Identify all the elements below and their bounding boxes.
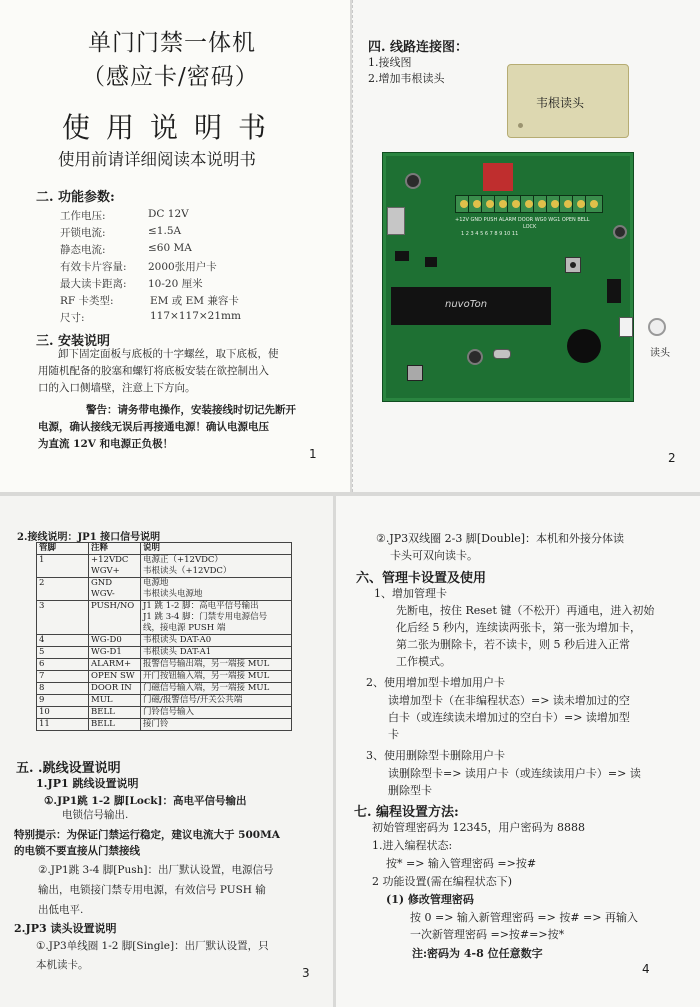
table-row: [37, 647, 292, 659]
manual-title-line3: 使用说明书: [62, 111, 283, 144]
param-label: 最大读卡距离:: [60, 278, 127, 290]
table-cell-note: BELL: [89, 719, 141, 731]
lock-silkscreen: LOCK: [523, 224, 537, 230]
table-row: [37, 707, 292, 719]
table-cell-pin: 5: [37, 647, 89, 659]
wiring-heading: 2.接线说明：JP1 接口信号说明: [17, 532, 161, 543]
circuit-board-image: [382, 152, 634, 402]
diagram-item-1: 1.接线图: [368, 56, 412, 69]
special-tip-line2: 的电锁不要直接从门禁接线: [14, 845, 140, 857]
connector-component: [387, 207, 405, 235]
jp3-item-1: [36, 937, 269, 975]
terminal-silkscreen: +12V GND PUSH ALARM DOOR WG0 WG1 OPEN BELL: [455, 217, 590, 223]
s7-intro: 初始管理密码为 12345，用户密码为 8888: [372, 821, 585, 834]
jp3-item-1-line: 本机读卡。: [36, 959, 89, 971]
table-cell-desc: J1 跳 1-2 脚：高电平信号输出 J1 跳 3-4 脚：门禁专用电源信号 线，接电源 PUSH 端: [141, 601, 292, 635]
jp3-item-2-line: 卡头可双向读卡。: [390, 549, 478, 562]
warning-line: 为直流 12V 和电源正负极！: [38, 438, 174, 450]
s6-item1-line: 化后经 5 秒内，连续读两张卡，第一张为增加卡，: [396, 621, 641, 634]
s6-item3-line: 读删除型卡=> 读用户卡（或连续读用户卡）=> 读: [388, 767, 641, 780]
table-cell-note: BELL: [89, 707, 141, 719]
table-cell-note: GND WGV-: [89, 578, 141, 601]
table-cell-pin: 3: [37, 601, 89, 635]
small-chip: [395, 251, 409, 261]
section-3-heading: 三. 安装说明: [36, 334, 111, 349]
special-tip-line1: 特别提示：为保证门禁运行稳定，建议电流大于 500MA: [14, 829, 280, 841]
table-body: [37, 555, 292, 731]
table-row: [37, 635, 292, 647]
jp1-item-1: ①.JP1跳 1-2 脚[Lock]：高电平信号输出: [44, 795, 247, 807]
install-line: 用随机配备的胶塞和螺钉将底板安装在欲控制出入: [38, 365, 269, 377]
param-value: ≤1.5A: [148, 225, 182, 237]
table-cell-note: +12VDC WGV+: [89, 555, 141, 578]
jp1-item-2-line: 出低电平.: [38, 904, 84, 916]
table-cell-pin: 4: [37, 635, 89, 647]
capacitor: [405, 173, 421, 189]
s6-item1-line: 工作模式。: [396, 655, 451, 668]
param-label: 工作电压:: [60, 210, 106, 222]
relay-component: [483, 163, 513, 191]
reset-button-component: [565, 257, 581, 273]
s6-item1-line: 先断电，按住 Reset 键（不松开）再通电，进入初始: [396, 604, 655, 617]
tamper-switch: [407, 365, 423, 381]
capacitor: [613, 225, 627, 239]
terminal-screw-head: [564, 200, 572, 208]
jp3-item-2-line: ②.JP3双线圈 2-3 脚[Double]：本机和外接分体读: [376, 532, 625, 545]
jp3-item-1-line: ①.JP3单线圈 1-2 脚[Single]：出厂默认设置，只: [36, 940, 269, 952]
s7-item1-line: 按* => 输入管理密码 =>按#: [386, 857, 537, 870]
table-cell-desc: 电源正（+12VDC） 韦根读头（+12VDC）: [141, 555, 292, 578]
s6-item2-line: 白卡（或连续读未增加过的空白卡）=> 读增加型: [388, 711, 630, 724]
header-pin: 管脚: [37, 543, 89, 555]
table-cell-pin: 9: [37, 695, 89, 707]
warning-text: [38, 402, 296, 453]
terminal-screw-head: [577, 200, 585, 208]
terminal-screw: [585, 195, 603, 213]
header-desc: 说明: [141, 543, 292, 555]
terminal-screw-head: [486, 200, 494, 208]
jp3-heading: 2.JP3 读头设置说明: [14, 922, 117, 935]
header-note: 注释: [89, 543, 141, 555]
table-row: [37, 695, 292, 707]
s6-item1-title: 1、增加管理卡: [374, 587, 447, 600]
table-row: [37, 683, 292, 695]
table-cell-desc: 门磁/报警信号/开关公共端: [141, 695, 292, 707]
warning-line: 警告：请务带电操作，安装接线时切记先断开: [86, 404, 296, 416]
param-value: DC 12V: [148, 208, 189, 220]
table-cell-desc: 韦根读头 DAT-A1: [141, 647, 292, 659]
param-row: [60, 208, 320, 225]
card-label: 韦根读头: [536, 96, 585, 110]
buzzer-component: [567, 329, 601, 363]
table-cell-desc: 门磁信号输入端，另一端接 MUL: [141, 683, 292, 695]
section-6-heading: 六、管理卡设置及使用: [356, 571, 487, 586]
param-value: 10-20 厘米: [148, 278, 203, 290]
table-cell-pin: 8: [37, 683, 89, 695]
param-row: [60, 310, 320, 327]
table-row: [37, 601, 292, 635]
param-row: [60, 293, 320, 310]
table-cell-pin: 2: [37, 578, 89, 601]
install-line: 口的入口侧墙壁，注意上下方向。: [38, 382, 196, 394]
page-number-3: 3: [302, 966, 310, 980]
s6-item2-line: 卡: [388, 728, 399, 741]
s6-item2-title: 2、使用增加型卡增加用户卡: [366, 676, 505, 689]
param-value: ≤60 MA: [148, 242, 192, 254]
page-3: [0, 496, 333, 1007]
capacitor: [467, 349, 483, 365]
terminal-numbers: 1 2 3 4 5 6 7 8 9 10 11: [461, 231, 519, 237]
reader-label: 读头: [650, 348, 670, 359]
table-cell-note: MUL: [89, 695, 141, 707]
table-cell-pin: 1: [37, 555, 89, 578]
param-row: [60, 259, 320, 276]
jp3-item-2: [376, 530, 624, 564]
s7-sub1-text: [410, 909, 638, 943]
reader-connector: [619, 317, 633, 337]
main-mcu-chip: [391, 287, 551, 325]
terminal-screw-head: [590, 200, 598, 208]
s6-item3-line: 删除型卡: [388, 784, 432, 797]
table-cell-desc: 门铃信号输入: [141, 707, 292, 719]
section-5-heading: 五. .跳线设置说明: [16, 761, 121, 776]
terminal-screw-head: [551, 200, 559, 208]
page-number-2: 2: [668, 451, 676, 465]
terminal-screw-head: [460, 200, 468, 208]
diagram-item-2: 2.增加韦根读头: [368, 72, 445, 85]
manual-title-line2: （感应卡/密码）: [82, 64, 259, 90]
manual-subtitle: 使用前请详细阅读本说明书: [58, 150, 256, 169]
install-text: [38, 346, 279, 397]
jp1-item-2-line: 输出，电锁接门禁专用电源，有效信号 PUSH 输: [38, 884, 266, 896]
table-cell-desc: 韦根读头 DAT-A0: [141, 635, 292, 647]
page-number-1: 1: [309, 447, 317, 461]
reader-connector-icon: [648, 318, 666, 336]
table-cell-desc: 报警信号输出端，另一端接 MUL: [141, 659, 292, 671]
table-cell-note: WG-D1: [89, 647, 141, 659]
jp1-item-2-line: ②.JP1跳 3-4 脚[Push]：出厂默认设置，电源信号: [38, 864, 274, 876]
small-chip: [607, 279, 621, 303]
section-4-heading: 四. 线路连接图：: [368, 40, 469, 55]
crystal-component: [493, 349, 511, 359]
table-cell-note: OPEN SW: [89, 671, 141, 683]
page-2: [352, 0, 700, 492]
s6-item3-title: 3、使用删除型卡删除用户卡: [366, 749, 505, 762]
terminal-screw-head: [499, 200, 507, 208]
param-list: [60, 208, 320, 327]
table-row: [37, 719, 292, 731]
param-row: [60, 276, 320, 293]
table-cell-pin: 10: [37, 707, 89, 719]
s7-item2-title: 2 功能设置(需在编程状态下): [372, 875, 513, 888]
param-label: RF 卡类型:: [60, 295, 114, 307]
s7-note: 注:密码为 4-8 位任意数字: [412, 947, 543, 960]
table-row: [37, 659, 292, 671]
wiegand-reader-card-image: [507, 64, 629, 138]
s7-sub1-line: 按 0 => 输入新管理密码 => 按# => 再输入: [410, 911, 638, 924]
card-hole: [518, 123, 523, 128]
install-line: 卸下固定面板与底板的十字螺丝，取下底板，使: [58, 348, 279, 360]
table-cell-note: ALARM+: [89, 659, 141, 671]
s6-item3-text: [388, 765, 641, 799]
table-header-row: [37, 543, 292, 555]
table-cell-pin: 7: [37, 671, 89, 683]
s6-item2-text: [388, 692, 630, 743]
jp1-signal-table: [36, 542, 292, 731]
section-7-heading: 七. 编程设置方法:: [354, 805, 459, 820]
jp1-item-1-sub: 电锁信号输出.: [62, 809, 129, 821]
param-label: 开锁电流:: [60, 227, 106, 239]
param-label: 有效卡片容量:: [60, 261, 127, 273]
terminal-screw-head: [473, 200, 481, 208]
table-cell-pin: 6: [37, 659, 89, 671]
section-2-heading: 二. 功能参数:: [36, 190, 115, 205]
param-value: 2000张用户卡: [148, 261, 217, 273]
chip-brand-text: nuvoTon: [445, 299, 488, 310]
table-cell-desc: 接门铃: [141, 719, 292, 731]
table-cell-desc: 电源地 韦根读头电源地: [141, 578, 292, 601]
table-cell-pin: 11: [37, 719, 89, 731]
table-row: [37, 555, 292, 578]
table-row: [37, 671, 292, 683]
terminal-screw-head: [525, 200, 533, 208]
terminal-screw-head: [538, 200, 546, 208]
manual-title-line1: 单门门禁一体机: [88, 30, 256, 56]
table-cell-desc: 开门按钮输入端，另一端接 MUL: [141, 671, 292, 683]
table-cell-note: PUSH/NO: [89, 601, 141, 635]
s7-sub1-line: 一次新管理密码 =>按#=>按*: [410, 928, 565, 941]
s7-sub1-title: (1) 修改管理密码: [386, 893, 474, 906]
table-cell-note: WG-D0: [89, 635, 141, 647]
table-row: [37, 578, 292, 601]
jp1-item-2: [38, 860, 273, 920]
param-row: [60, 225, 320, 242]
page-4: [336, 496, 700, 1007]
terminal-screw-head: [512, 200, 520, 208]
table-cell-note: DOOR IN: [89, 683, 141, 695]
small-chip: [425, 257, 437, 267]
s6-item1-line: 第二张为删除卡，若不读卡，则 5 秒后进入正常: [396, 638, 630, 651]
page-1: [0, 0, 350, 492]
param-value: EM 或 EM 兼容卡: [150, 295, 239, 307]
param-value: 117×117×21mm: [150, 310, 241, 322]
s6-item2-line: 读增加型卡（在非编程状态）=> 读未增加过的空: [388, 694, 630, 707]
fold-line: [352, 0, 353, 492]
warning-line: 电源，确认接线无误后再接通电源！确认电源电压: [38, 421, 269, 433]
param-label: 静态电流:: [60, 244, 106, 256]
param-row: [60, 242, 320, 259]
param-label: 尺寸:: [60, 312, 85, 324]
jp1-heading: 1.JP1 跳线设置说明: [36, 777, 139, 790]
s7-item1-title: 1.进入编程状态:: [372, 839, 453, 852]
page-number-4: 4: [642, 962, 650, 976]
s6-item1-text: [396, 602, 654, 670]
